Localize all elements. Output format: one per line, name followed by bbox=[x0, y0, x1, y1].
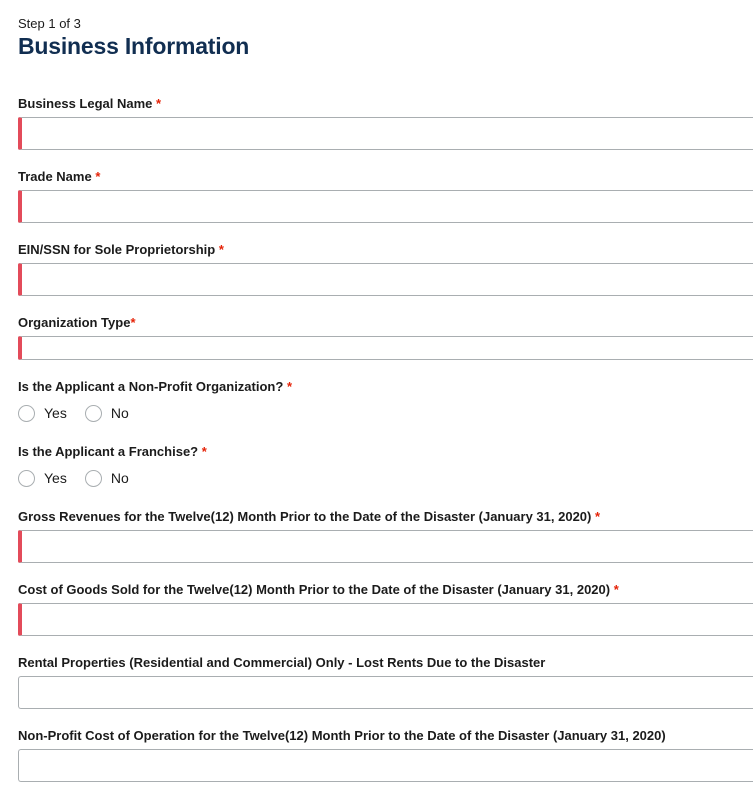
non-profit-no-radio[interactable] bbox=[85, 405, 102, 422]
trade-name-label-text: Trade Name bbox=[18, 169, 92, 184]
business-legal-name-input[interactable] bbox=[18, 117, 753, 150]
business-legal-name-label bbox=[18, 96, 161, 111]
rental-properties-input[interactable] bbox=[18, 676, 753, 709]
franchise-question-label bbox=[18, 444, 207, 459]
rental-properties-label bbox=[18, 655, 545, 670]
non-profit-yes-option[interactable] bbox=[18, 405, 67, 422]
trade-name-label bbox=[18, 169, 100, 184]
required-asterisk: * bbox=[286, 379, 292, 394]
gross-revenues-label bbox=[18, 509, 600, 524]
franchise-yes-radio[interactable] bbox=[18, 470, 35, 487]
ein-ssn-label-text: EIN/SSN for Sole Proprietorship bbox=[18, 242, 216, 257]
required-asterisk: * bbox=[156, 96, 162, 111]
franchise-question-text: Is the Applicant a Franchise? bbox=[18, 444, 199, 459]
non-profit-question-text: Is the Applicant a Non-Profit Organization? bbox=[18, 379, 284, 394]
cogs-input[interactable] bbox=[18, 603, 753, 636]
franchise-yes-option[interactable] bbox=[18, 470, 67, 487]
organization-type-select[interactable] bbox=[18, 336, 753, 360]
required-asterisk: * bbox=[613, 582, 619, 597]
nonprofit-cost-label-text: Non-Profit Cost of Operation for the Twelve(12) Month Prior to the Date of the Disaster (January 31, 2020) bbox=[18, 728, 666, 743]
business-legal-name-label-text: Business Legal Name bbox=[18, 96, 153, 111]
non-profit-question-label bbox=[18, 379, 292, 394]
franchise-no-label: No bbox=[110, 470, 129, 486]
step-indicator: Step 1 of 3 bbox=[18, 16, 81, 31]
nonprofit-cost-label bbox=[18, 728, 666, 743]
non-profit-no-option[interactable] bbox=[85, 405, 129, 422]
franchise-radio-group bbox=[18, 468, 147, 488]
franchise-no-option[interactable] bbox=[85, 470, 129, 487]
trade-name-input[interactable] bbox=[18, 190, 753, 223]
non-profit-no-label: No bbox=[110, 405, 129, 421]
non-profit-yes-label: Yes bbox=[44, 405, 67, 421]
ein-ssn-input[interactable] bbox=[18, 263, 753, 296]
cogs-label bbox=[18, 582, 619, 597]
non-profit-radio-group bbox=[18, 403, 147, 423]
organization-type-label bbox=[18, 315, 136, 330]
required-asterisk: * bbox=[130, 315, 136, 330]
required-asterisk: * bbox=[218, 242, 224, 257]
cogs-label-text: Cost of Goods Sold for the Twelve(12) Month Prior to the Date of the Disaster (January 31, 2020) bbox=[18, 582, 611, 597]
gross-revenues-input[interactable] bbox=[18, 530, 753, 563]
organization-type-label-text: Organization Type bbox=[18, 315, 131, 330]
required-asterisk: * bbox=[595, 509, 601, 524]
nonprofit-cost-input[interactable] bbox=[18, 749, 753, 782]
required-asterisk: * bbox=[201, 444, 207, 459]
required-asterisk: * bbox=[95, 169, 101, 184]
franchise-no-radio[interactable] bbox=[85, 470, 102, 487]
non-profit-yes-radio[interactable] bbox=[18, 405, 35, 422]
page-title: Business Information bbox=[18, 33, 250, 59]
rental-properties-label-text: Rental Properties (Residential and Commercial) Only - Lost Rents Due to the Disaster bbox=[18, 655, 546, 670]
ein-ssn-label bbox=[18, 242, 224, 257]
franchise-yes-label: Yes bbox=[44, 470, 67, 486]
gross-revenues-label-text: Gross Revenues for the Twelve(12) Month Prior to the Date of the Disaster (January 31, 2020) bbox=[18, 509, 592, 524]
